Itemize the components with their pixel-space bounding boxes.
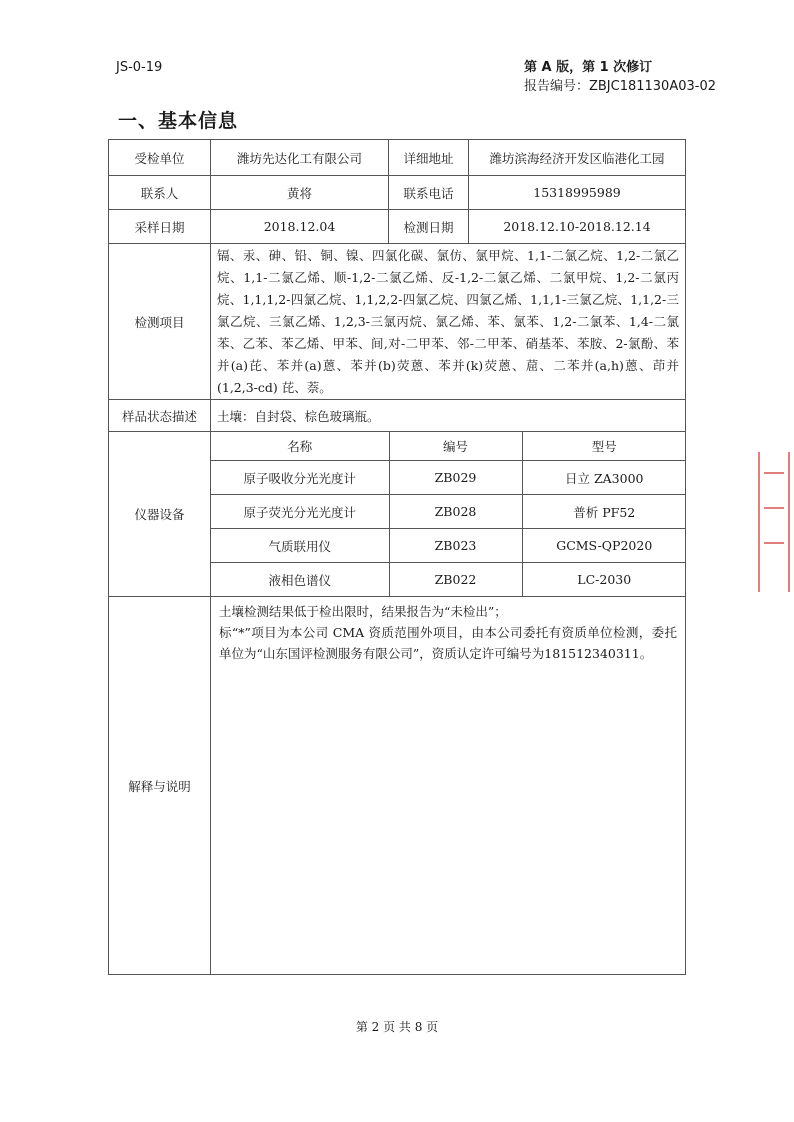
row-client [109, 140, 686, 176]
row-dates [109, 210, 686, 244]
instrument-model: 普析 PF52 [522, 495, 686, 529]
instrument-code: ZB023 [389, 529, 522, 563]
notes-label: 解释与说明 [109, 597, 211, 975]
test-date-label: 检测日期 [389, 210, 469, 244]
instrument-name: 液相色谱仪 [211, 563, 389, 597]
row-sample-state [109, 400, 686, 432]
phone-value: 15318995989 [469, 176, 686, 210]
client-value: 潍坊先达化工有限公司 [211, 140, 389, 176]
instrument-model: GCMS-QP2020 [522, 529, 686, 563]
row-contact [109, 176, 686, 210]
sample-date-value: 2018.12.04 [211, 210, 389, 244]
client-label: 受检单位 [109, 140, 211, 176]
sample-state-value: 土壤：自封袋、棕色玻璃瓶。 [211, 400, 686, 432]
instrument-code: ZB028 [389, 495, 522, 529]
doc-code: JS-0-19 [116, 60, 163, 75]
instruments-cell [211, 432, 686, 597]
instrument-row [211, 461, 686, 495]
instrument-name: 原子吸收分光光度计 [211, 461, 389, 495]
instruments-table [211, 432, 686, 596]
instrument-model: 日立 ZA3000 [522, 461, 686, 495]
items-label: 检测项目 [109, 244, 211, 400]
instrument-name: 气质联用仪 [211, 529, 389, 563]
instrument-header-model: 型号 [522, 432, 686, 461]
instrument-row [211, 563, 686, 597]
sample-date-label: 采样日期 [109, 210, 211, 244]
note-line: 标“*”项目为本公司 CMA 资质范围外项目，由本公司委托有资质单位检测，委托单位为“山东国评检测服务有限公司”，资质认定许可编号为181512340311。 [219, 625, 677, 661]
instrument-header-name: 名称 [211, 432, 389, 461]
report-number: 报告编号：ZBJC181130A03-02 [523, 79, 716, 94]
phone-label: 联系电话 [389, 176, 469, 210]
test-date-value: 2018.12.10-2018.12.14 [469, 210, 686, 244]
row-instruments [109, 432, 686, 597]
instrument-code: ZB022 [389, 563, 522, 597]
instruments-label: 仪器设备 [109, 432, 211, 597]
header-right [524, 58, 716, 96]
contact-value: 黄将 [211, 176, 389, 210]
instrument-name: 原子荧光分光光度计 [211, 495, 389, 529]
row-notes [109, 597, 686, 975]
instrument-code: ZB029 [389, 461, 522, 495]
items-value: 镉、汞、砷、铅、铜、镍、四氯化碳、氯仿、氯甲烷、1,1-二氯乙烷、1,2-二氯乙烷、1,1-二氯乙烯、顺-1,2-二氯乙烯、反-1,2-二氯乙烯、二氯甲烷、1,2-二氯丙烷、1,1,1,2-四氯乙烷、1,1,2,2-四氯乙烷、四氯乙烯、1,1,1-三氯乙烷、1,1,2-三氯乙烷、三氯乙烯、1,2,3-三氯丙烷、氯乙烯、苯、氯苯、1,2-二氯苯、1,4-二氯苯、乙苯、苯乙烯、甲苯、间,对-二甲苯、邻-二甲苯、硝基苯、苯胺、2-氯酚、苯并(a)芘、苯并(a)蒽、苯并(b)荧蒽、苯并(k)荧蒽、䓛、二苯并(a,h)蒽、茚并(1,2,3-cd) 芘、萘。 [211, 244, 686, 400]
note-line: 土壤检测结果低于检出限时，结果报告为“未检出”； [219, 604, 507, 619]
address-value: 潍坊滨海经济开发区临港化工园 [469, 140, 686, 176]
basic-info-table [108, 139, 686, 975]
instrument-row [211, 495, 686, 529]
instrument-header-code: 编号 [389, 432, 522, 461]
seal-stamp-icon [758, 452, 790, 592]
contact-label: 联系人 [109, 176, 211, 210]
instrument-model: LC-2030 [522, 563, 686, 597]
version-text: 第 A 版，第 1 次修订 [523, 60, 653, 75]
address-label: 详细地址 [389, 140, 469, 176]
section-title: 一、基本信息 [118, 110, 239, 132]
sample-state-label: 样品状态描述 [109, 400, 211, 432]
row-items [109, 244, 686, 400]
page-footer: 第 2 页 共 8 页 [355, 1020, 439, 1034]
instruments-header-row [211, 432, 686, 461]
notes-cell [211, 597, 686, 975]
instrument-row [211, 529, 686, 563]
